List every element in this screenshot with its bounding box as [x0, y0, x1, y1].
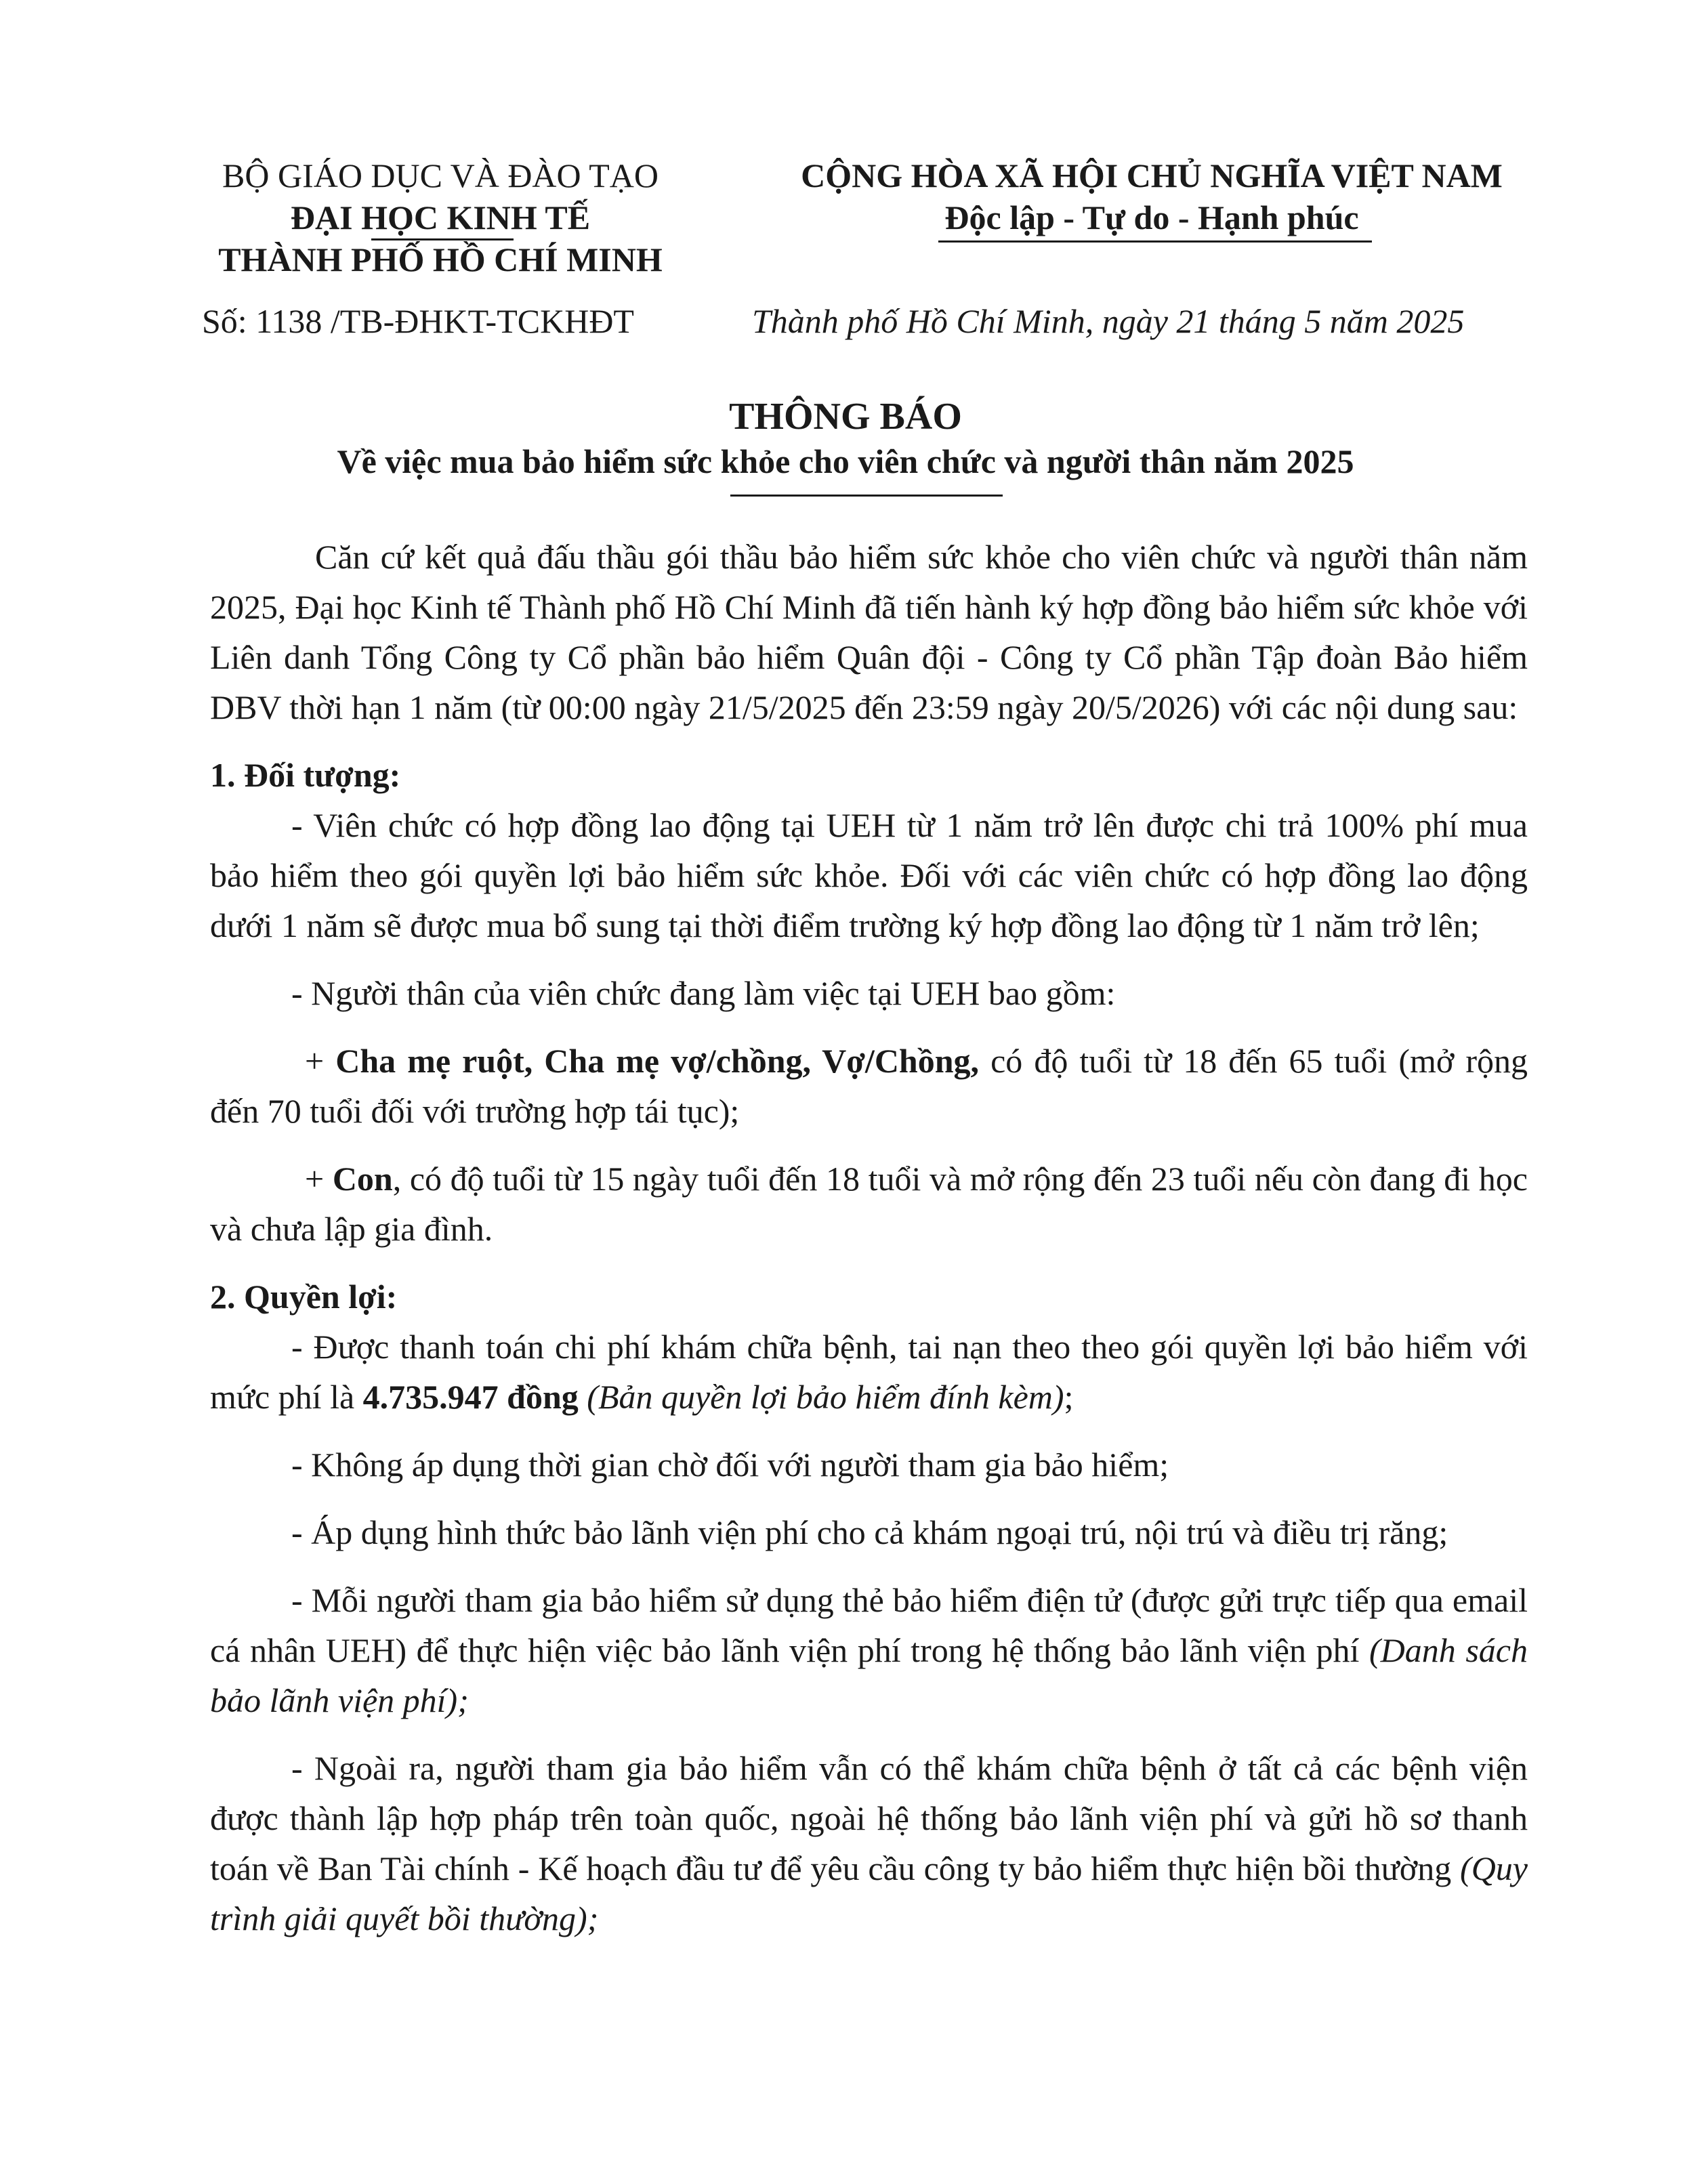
claims-process-reference: (Quy trình giải quyết bồi thường);	[210, 1849, 1528, 1937]
punctuation: ;	[1064, 1378, 1074, 1416]
section-1-heading: 1. Đối tượng:	[210, 756, 401, 794]
children-age-text: , có độ tuổi từ 15 ngày tuổi đến 18 tuổi và mở rộng đến 23 tuổi nếu còn đang đi học và chưa lập gia đình.	[210, 1160, 1528, 1248]
relatives-age-text: có độ tuổi từ 18 đến 65 tuổi (mở rộng đến 70 tuổi đối với trường hợp tái tục);	[210, 1042, 1528, 1130]
section-2-paragraph-5	[210, 1743, 1528, 1944]
section-1-paragraph-4	[210, 1154, 1528, 1254]
relatives-parents-spouse: Cha mẹ ruột, Cha mẹ vợ/chồng, Vợ/Chồng,	[335, 1042, 980, 1080]
document-number: Số: 1138 /TB-ĐHKT-TCKHĐT	[202, 302, 634, 340]
national-motto: Độc lập - Tự do - Hạnh phúc	[944, 198, 1359, 236]
guarantee-list-reference: (Danh sách bảo lãnh viện phí);	[210, 1631, 1528, 1719]
relatives-children: Con	[332, 1160, 393, 1198]
issuer-underline	[371, 238, 514, 240]
section-1-paragraph-1: - Viên chức có hợp đồng lao động tại UEH từ 1 năm trở lên được chi trả 100% phí mua bảo hiểm theo gói quyền lợi bảo hiểm sức khỏe. Đối với các viên chức có hợp đồng lao động dưới 1 năm sẽ được mua bổ sung tại thời điểm trường ký hợp đồng lao động từ 1 năm trở lên;	[210, 806, 1528, 944]
ministry-name: BỘ GIÁO DỤC VÀ ĐÀO TẠO	[222, 156, 659, 194]
national-header	[745, 154, 1558, 238]
section-1-paragraph-2: - Người thân của viên chức đang làm việc tại UEH bao gồm:	[291, 974, 1116, 1012]
section-1-paragraph-3	[210, 1036, 1528, 1136]
e-card-text: - Mỗi người tham gia bảo hiểm sử dụng thẻ bảo hiểm điện tử (được gửi trực tiếp qua email cá nhân UEH) để thực hiện việc bảo lãnh viện phí trong hệ thống bảo lãnh viện phí	[210, 1581, 1528, 1669]
section-2-paragraph-2: - Không áp dụng thời gian chờ đối với người tham gia bảo hiểm;	[291, 1446, 1169, 1484]
issuer-block	[169, 154, 711, 280]
bullet-plus: +	[305, 1160, 333, 1198]
document-title: THÔNG BÁO	[729, 396, 962, 438]
benefit-text: - Được thanh toán chi phí khám chữa bệnh, tai nạn theo theo gói quyền lợi bảo hiểm với mức phí là	[210, 1328, 1528, 1416]
motto-underline	[938, 240, 1372, 243]
bullet-plus: +	[305, 1042, 336, 1080]
spacer-text	[579, 1378, 587, 1416]
intro-paragraph: Căn cứ kết quả đấu thầu gói thầu bảo hiểm sức khỏe cho viên chức và người thân năm 2025, Đại học Kinh tế Thành phố Hồ Chí Minh đã tiến hành ký hợp đồng bảo hiểm sức khỏe với Liên danh Tổng Công ty Cổ phần bảo hiểm Quân đội - Công ty Cổ phần Tập đoàn Bảo hiểm DBV thời hạn 1 năm (từ 00:00 ngày 21/5/2025 đến 23:59 ngày 20/5/2026) với các nội dung sau:	[210, 538, 1528, 726]
university-name-line2: THÀNH PHỐ HỒ CHÍ MINH	[218, 240, 663, 278]
document-subtitle: Về việc mua bảo hiểm sức khỏe cho viên chức và người thân năm 2025	[337, 442, 1354, 480]
section-2-paragraph-3: - Áp dụng hình thức bảo lãnh viện phí cho cả khám ngoại trú, nội trú và điều trị răng;	[291, 1513, 1448, 1551]
insurance-fee: 4.735.947 đồng	[362, 1378, 579, 1416]
section-2-paragraph-1	[210, 1322, 1528, 1422]
title-underline	[730, 495, 1003, 497]
place-date: Thành phố Hồ Chí Minh, ngày 21 tháng 5 năm 2025	[752, 302, 1465, 340]
claims-text: - Ngoài ra, người tham gia bảo hiểm vẫn có thể khám chữa bệnh ở tất cả các bệnh viện được thành lập hợp pháp trên toàn quốc, ngoài hệ thống bảo lãnh viện phí và gửi hồ sơ thanh toán về Ban Tài chính - Kế hoạch đầu tư để yêu cầu công ty bảo hiểm thực hiện bồi thường	[210, 1749, 1528, 1887]
university-name-line1: ĐẠI HỌC KINH TẾ	[290, 198, 591, 236]
section-2-paragraph-4	[210, 1575, 1528, 1725]
attachment-reference: (Bản quyền lợi bảo hiểm đính kèm)	[587, 1378, 1064, 1416]
country-name: CỘNG HÒA XÃ HỘI CHỦ NGHĨA VIỆT NAM	[801, 156, 1503, 194]
document-body	[210, 532, 1528, 1944]
section-2-heading: 2. Quyền lợi:	[210, 1278, 398, 1316]
